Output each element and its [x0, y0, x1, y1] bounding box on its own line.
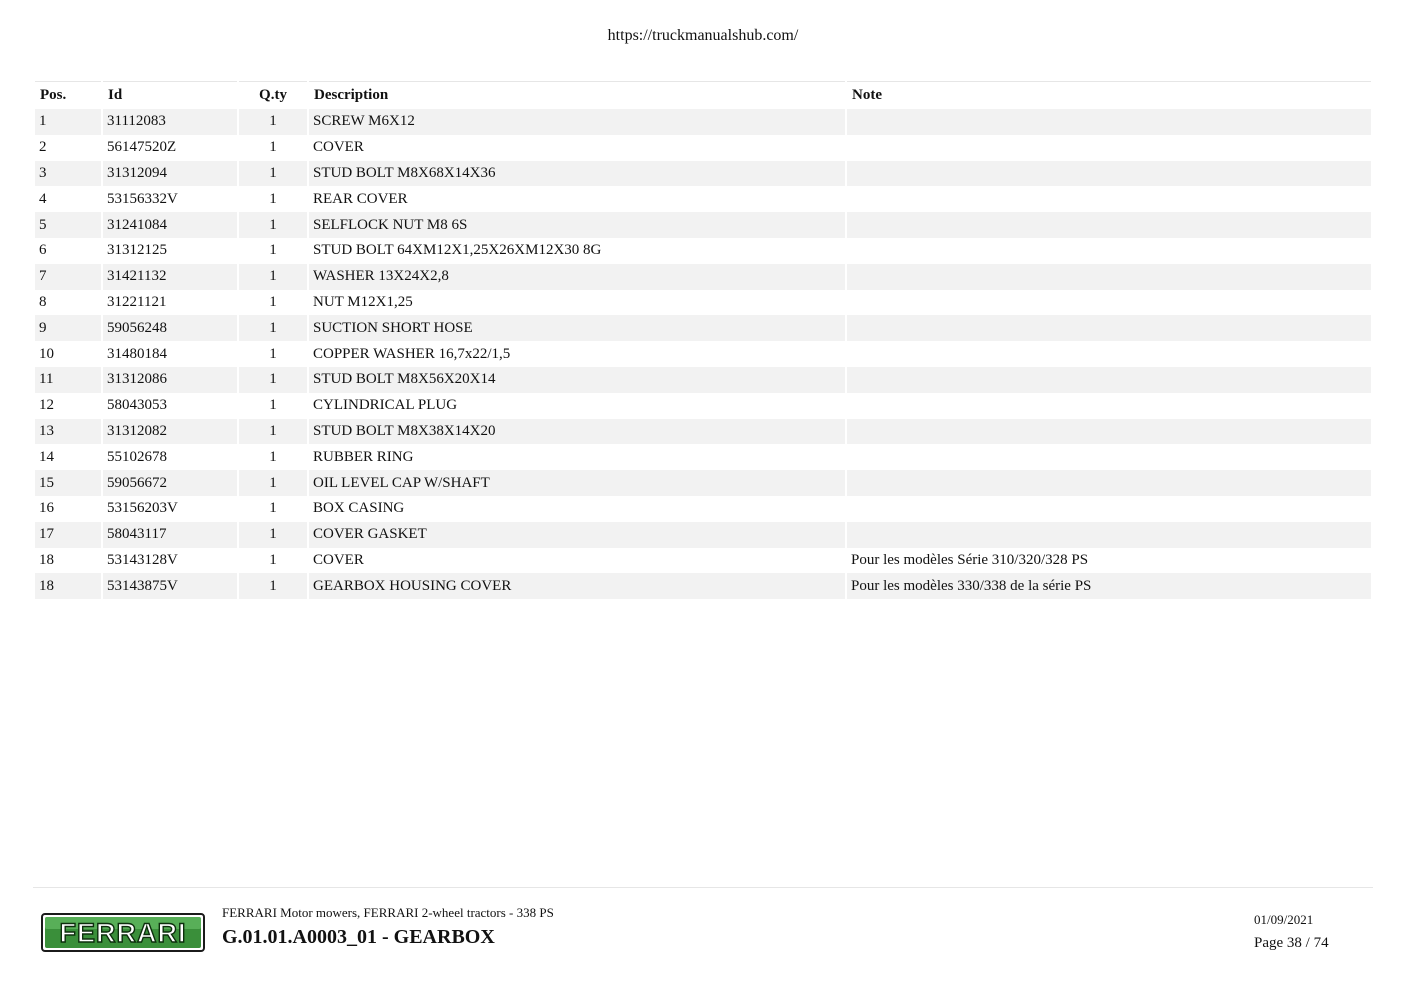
cell-pos: 7: [35, 264, 101, 290]
cell-qty: 1: [239, 341, 307, 367]
cell-id: 53143128V: [103, 548, 237, 574]
parts-table: [33, 81, 1373, 599]
cell-note: [847, 419, 1371, 445]
cell-id: 55102678: [103, 444, 237, 470]
cell-id: 53143875V: [103, 573, 237, 599]
cell-description: COVER: [309, 548, 845, 574]
cell-pos: 4: [35, 186, 101, 212]
cell-pos: 14: [35, 444, 101, 470]
table-row: [35, 470, 1371, 496]
svg-text:FERRARI: FERRARI: [59, 918, 187, 948]
cell-note: [847, 522, 1371, 548]
table-row: [35, 186, 1371, 212]
footer-page-number: Page 38 / 74: [1254, 935, 1329, 951]
column-header-pos: Pos.: [35, 81, 101, 109]
column-header-qty: Q.ty: [239, 81, 307, 109]
cell-qty: 1: [239, 367, 307, 393]
cell-id: 58043117: [103, 522, 237, 548]
cell-description: REAR COVER: [309, 186, 845, 212]
cell-id: 59056248: [103, 315, 237, 341]
cell-qty: 1: [239, 135, 307, 161]
cell-id: 31221121: [103, 290, 237, 316]
cell-note: [847, 367, 1371, 393]
cell-note: [847, 496, 1371, 522]
cell-qty: 1: [239, 496, 307, 522]
cell-id: 56147520Z: [103, 135, 237, 161]
cell-qty: 1: [239, 186, 307, 212]
cell-note: [847, 470, 1371, 496]
cell-pos: 12: [35, 393, 101, 419]
cell-note: [847, 161, 1371, 187]
cell-pos: 18: [35, 573, 101, 599]
cell-qty: 1: [239, 290, 307, 316]
cell-id: 31421132: [103, 264, 237, 290]
cell-qty: 1: [239, 573, 307, 599]
cell-pos: 17: [35, 522, 101, 548]
column-header-note: Note: [847, 81, 1371, 109]
cell-id: 31312086: [103, 367, 237, 393]
cell-description: SELFLOCK NUT M8 6S: [309, 212, 845, 238]
table-header-row: [35, 81, 1371, 109]
cell-description: OIL LEVEL CAP W/SHAFT: [309, 470, 845, 496]
cell-description: STUD BOLT 64XM12X1,25X26XM12X30 8G: [309, 238, 845, 264]
footer-date: 01/09/2021: [1254, 912, 1314, 927]
table-row: [35, 135, 1371, 161]
cell-id: 59056672: [103, 470, 237, 496]
cell-description: RUBBER RING: [309, 444, 845, 470]
table-row: [35, 496, 1371, 522]
cell-qty: 1: [239, 444, 307, 470]
cell-id: 31241084: [103, 212, 237, 238]
table-row: [35, 573, 1371, 599]
cell-pos: 13: [35, 419, 101, 445]
cell-note: [847, 212, 1371, 238]
cell-note: [847, 109, 1371, 135]
cell-qty: 1: [239, 419, 307, 445]
column-header-description: Description: [309, 81, 845, 109]
cell-pos: 2: [35, 135, 101, 161]
cell-description: SCREW M6X12: [309, 109, 845, 135]
cell-pos: 5: [35, 212, 101, 238]
table-row: [35, 548, 1371, 574]
cell-description: SUCTION SHORT HOSE: [309, 315, 845, 341]
table-row: [35, 212, 1371, 238]
cell-id: 31112083: [103, 109, 237, 135]
table-row: [35, 341, 1371, 367]
table-row: [35, 315, 1371, 341]
cell-id: 31312094: [103, 161, 237, 187]
cell-id: 31312082: [103, 419, 237, 445]
cell-pos: 16: [35, 496, 101, 522]
ferrari-logo: [41, 913, 205, 952]
cell-note: [847, 444, 1371, 470]
cell-pos: 10: [35, 341, 101, 367]
table-row: [35, 444, 1371, 470]
cell-pos: 8: [35, 290, 101, 316]
cell-description: WASHER 13X24X2,8: [309, 264, 845, 290]
cell-description: GEARBOX HOUSING COVER: [309, 573, 845, 599]
cell-id: 53156332V: [103, 186, 237, 212]
cell-note: [847, 393, 1371, 419]
table-row: [35, 264, 1371, 290]
table-row: [35, 522, 1371, 548]
cell-id: 58043053: [103, 393, 237, 419]
table-row: [35, 419, 1371, 445]
cell-description: STUD BOLT M8X38X14X20: [309, 419, 845, 445]
cell-description: STUD BOLT M8X56X20X14: [309, 367, 845, 393]
cell-id: 31480184: [103, 341, 237, 367]
cell-note: [847, 290, 1371, 316]
cell-pos: 9: [35, 315, 101, 341]
cell-description: CYLINDRICAL PLUG: [309, 393, 845, 419]
cell-note: [847, 315, 1371, 341]
cell-qty: 1: [239, 109, 307, 135]
cell-note: [847, 238, 1371, 264]
cell-note: [847, 341, 1371, 367]
cell-description: BOX CASING: [309, 496, 845, 522]
cell-qty: 1: [239, 264, 307, 290]
cell-qty: 1: [239, 238, 307, 264]
cell-pos: 6: [35, 238, 101, 264]
table-row: [35, 161, 1371, 187]
cell-description: COVER: [309, 135, 845, 161]
footer-title: G.01.01.A0003_01 - GEARBOX: [222, 926, 495, 948]
table-row: [35, 238, 1371, 264]
footer-subtitle: FERRARI Motor mowers, FERRARI 2-wheel tractors - 338 PS: [222, 905, 554, 920]
site-url[interactable]: https://truckmanualshub.com/: [607, 27, 799, 44]
column-header-id: Id: [103, 81, 237, 109]
cell-note: Pour les modèles 330/338 de la série PS: [847, 573, 1371, 599]
cell-pos: 1: [35, 109, 101, 135]
cell-qty: 1: [239, 470, 307, 496]
cell-qty: 1: [239, 548, 307, 574]
cell-description: STUD BOLT M8X68X14X36: [309, 161, 845, 187]
cell-pos: 3: [35, 161, 101, 187]
cell-pos: 11: [35, 367, 101, 393]
cell-note: [847, 135, 1371, 161]
cell-note: [847, 264, 1371, 290]
cell-id: 53156203V: [103, 496, 237, 522]
cell-note: [847, 186, 1371, 212]
table-row: [35, 367, 1371, 393]
footer-divider: [33, 887, 1373, 888]
cell-qty: 1: [239, 522, 307, 548]
table-row: [35, 393, 1371, 419]
cell-description: COPPER WASHER 16,7x22/1,5: [309, 341, 845, 367]
cell-description: NUT M12X1,25: [309, 290, 845, 316]
cell-description: COVER GASKET: [309, 522, 845, 548]
cell-id: 31312125: [103, 238, 237, 264]
cell-qty: 1: [239, 315, 307, 341]
cell-pos: 15: [35, 470, 101, 496]
cell-qty: 1: [239, 161, 307, 187]
table-row: [35, 290, 1371, 316]
parts-table-body: [35, 109, 1371, 599]
cell-note: Pour les modèles Série 310/320/328 PS: [847, 548, 1371, 574]
cell-pos: 18: [35, 548, 101, 574]
table-row: [35, 109, 1371, 135]
cell-qty: 1: [239, 212, 307, 238]
cell-qty: 1: [239, 393, 307, 419]
